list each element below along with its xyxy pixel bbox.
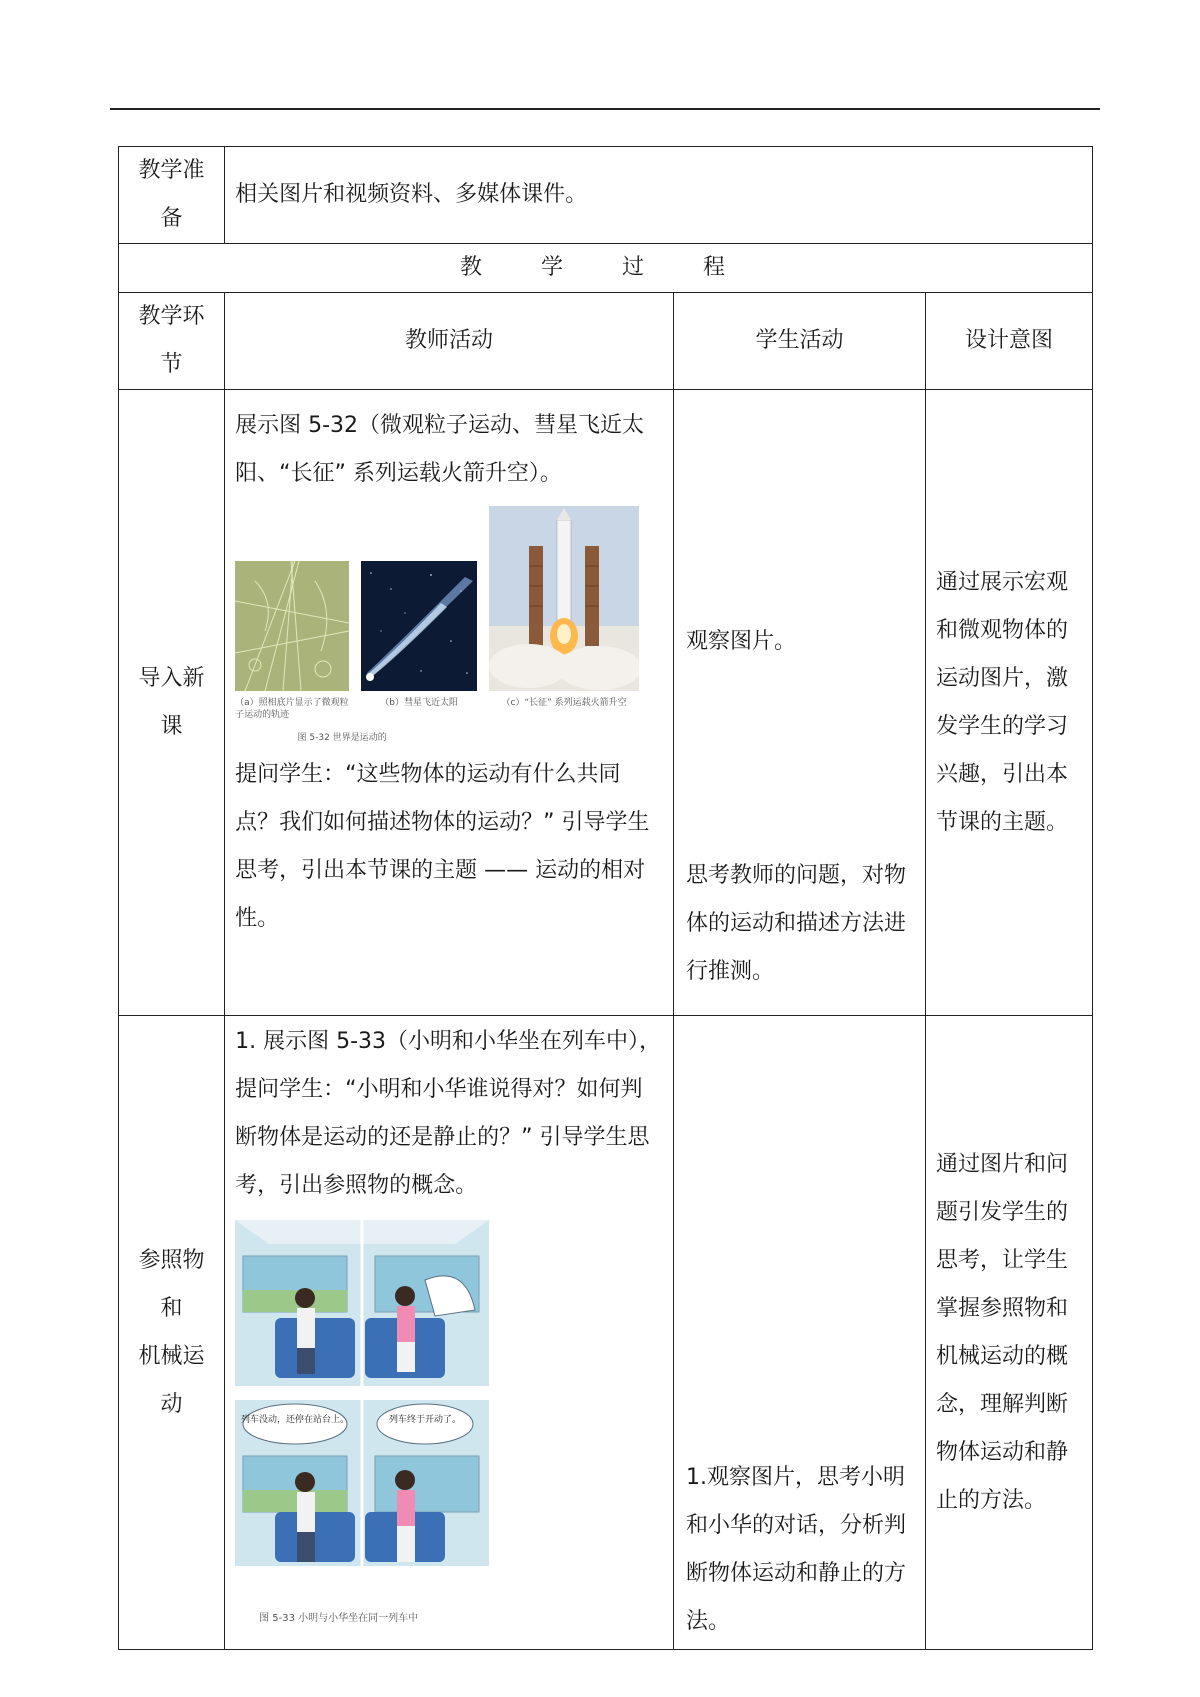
figure-5-33-caption: 图 5-33 小明与小华坐在同一列车中 bbox=[259, 1613, 419, 1624]
design-intent-cell: 通过图片和问题引发学生的思考，让学生掌握参照物和机械运动的概念，理解判断物体运动和静止的方法。 bbox=[926, 1016, 1093, 1650]
stage-cell: 导入新课 bbox=[119, 390, 225, 1016]
prep-content: 相关图片和视频资料、多媒体课件。 bbox=[225, 147, 1093, 244]
teacher-activity-cell bbox=[225, 390, 674, 1016]
speech-bubble-left: 列车没动，还停在站台上。 bbox=[241, 1415, 350, 1425]
teacher-activity-text: 1. 展示图 5-33（小明和小华坐在列车中），提问学生：“小明和小华谁说得对？如何判断物体是运动的还是静止的？” 引导学生思考，引出参照物的概念。 bbox=[235, 1029, 662, 1198]
figure-caption-b: （b）彗星飞近太阳 bbox=[380, 698, 458, 708]
prep-label: 教学准备 bbox=[119, 147, 225, 244]
train-comic-image bbox=[235, 1220, 489, 1588]
header-rule bbox=[110, 108, 1100, 110]
process-title: 教 学 过 程 bbox=[119, 244, 1093, 293]
stage-cell bbox=[119, 1016, 225, 1650]
stage-line-2: 机械运动 bbox=[138, 1343, 205, 1417]
table-row bbox=[119, 390, 1093, 1016]
rocket-launch-image bbox=[489, 506, 639, 691]
col-header-intent: 设计意图 bbox=[926, 293, 1093, 390]
student-activity-observe: 观察图片。 bbox=[685, 629, 796, 654]
student-activity-think: 思考教师的问题，对物体的运动和描述方法进行推测。 bbox=[685, 863, 906, 984]
figure-5-32-caption: 图 5-32 世界是运动的 bbox=[297, 733, 387, 743]
figure-caption-a: （a）照相底片显示了微观粒子运动的轨迹 bbox=[235, 698, 349, 720]
table-row bbox=[119, 1016, 1093, 1650]
teacher-intro-text: 展示图 5-32（微观粒子运动、彗星飞近太阳、“长征” 系列运载火箭升空）。 bbox=[235, 413, 645, 486]
lesson-plan-table bbox=[118, 146, 1093, 1650]
figure-5-33 bbox=[235, 1220, 663, 1626]
speech-bubble-right: 列车终于开动了。 bbox=[389, 1415, 462, 1425]
teacher-question-text: 提问学生：“这些物体的运动有什么共同点？我们如何描述物体的运动？” 引导学生思考，引出本节课的主题 —— 运动的相对性。 bbox=[235, 762, 650, 931]
figure-5-32 bbox=[235, 506, 663, 745]
design-intent-cell: 通过展示宏观和微观物体的运动图片，激发学生的学习兴趣，引出本节课的主题。 bbox=[926, 390, 1093, 1016]
particle-tracks-image bbox=[235, 561, 349, 691]
teacher-activity-cell bbox=[225, 1016, 674, 1650]
prep-row bbox=[119, 147, 1093, 244]
student-activity-cell bbox=[673, 390, 925, 1016]
column-header-row bbox=[119, 293, 1093, 390]
process-title-row bbox=[119, 244, 1093, 293]
col-header-teacher: 教师活动 bbox=[225, 293, 674, 390]
figure-caption-c: （c）“长征” 系列运载火箭升空 bbox=[501, 698, 627, 708]
comet-image bbox=[361, 561, 477, 691]
col-header-stage: 教学环节 bbox=[119, 293, 225, 390]
student-activity-observe-dialogue: 1.观察图片，思考小明和小华的对话，分析判断物体运动和静止的方法。 bbox=[685, 1465, 906, 1634]
col-header-student: 学生活动 bbox=[673, 293, 925, 390]
stage-line-1: 参照物和 bbox=[138, 1247, 205, 1321]
student-activity-cell bbox=[673, 1016, 925, 1650]
